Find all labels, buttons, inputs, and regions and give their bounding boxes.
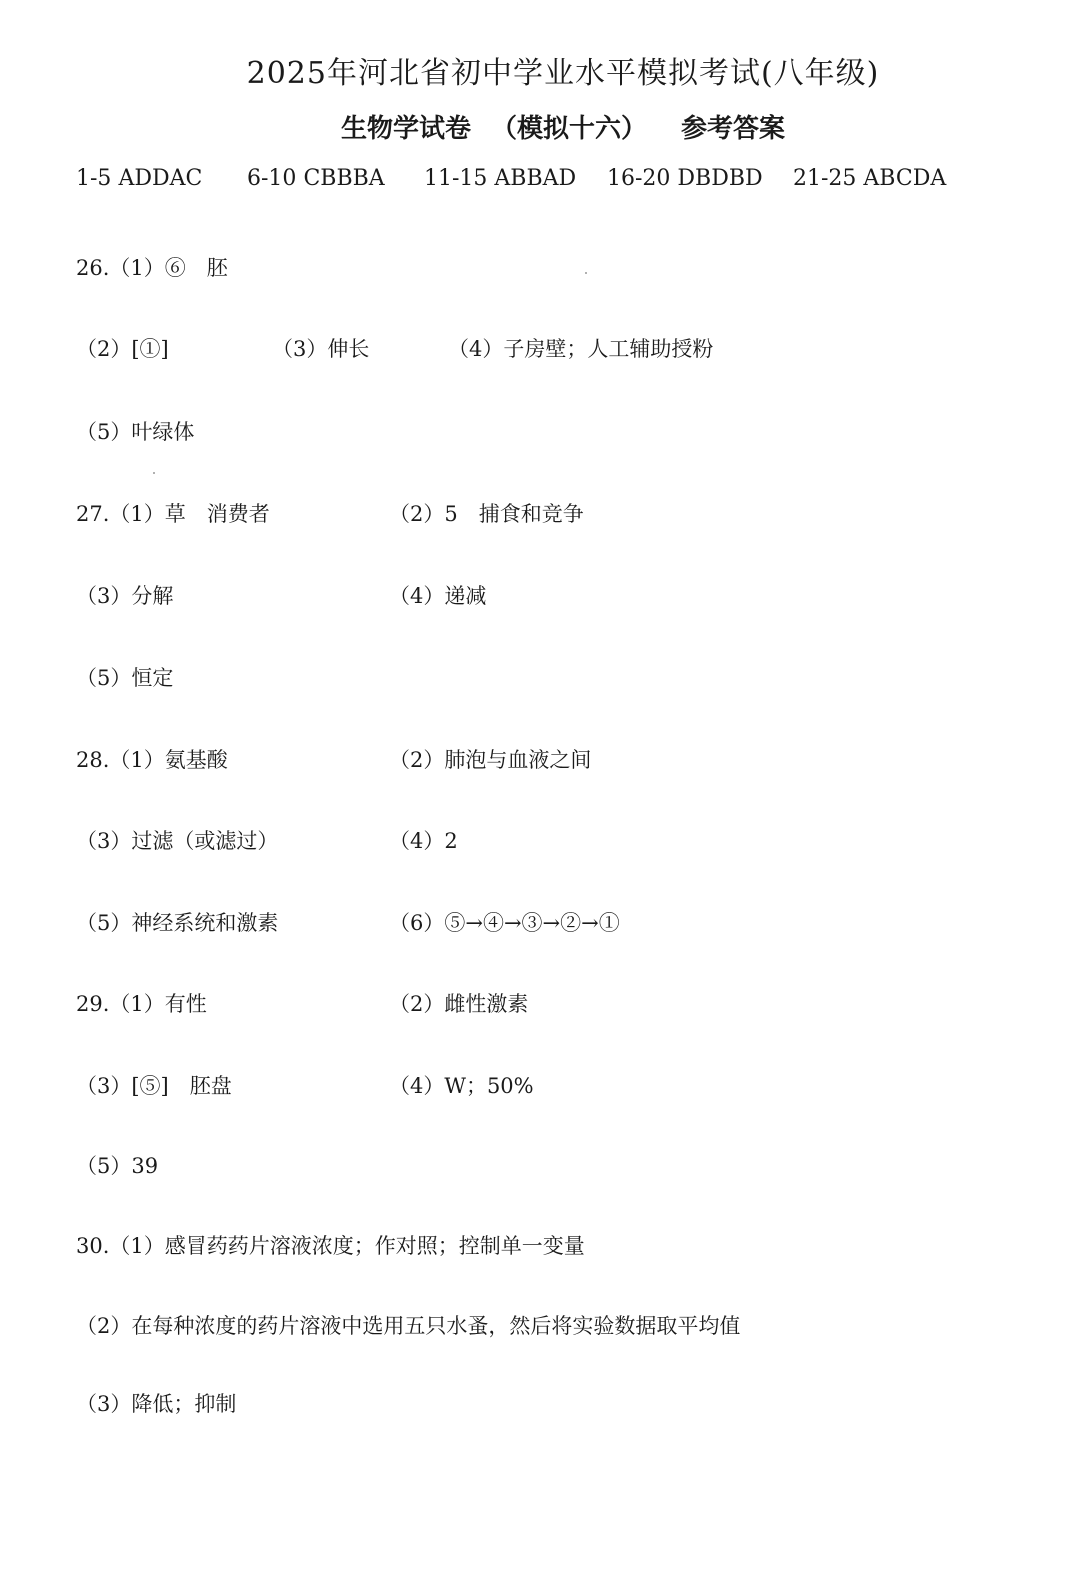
mc-answers: ADDAC xyxy=(118,166,203,191)
answer-q28-4: （4）2 xyxy=(389,829,458,853)
answer-line xyxy=(0,988,1080,1020)
subtitle-edition: （模拟十六） xyxy=(490,114,647,144)
mc-answers: DBDBD xyxy=(677,166,763,191)
answer-line xyxy=(0,1310,1080,1342)
answer-q30-1: 30.（1）感冒药药片溶液浓度；作对照；控制单一变量 xyxy=(76,1234,585,1258)
mc-group xyxy=(793,166,946,191)
answer-line xyxy=(0,333,1080,365)
answer-q26-1: 26.（1）⑥ 胚 xyxy=(76,256,228,280)
mc-answers: CBBBA xyxy=(303,166,385,191)
answer-line xyxy=(0,416,1080,448)
answer-q29-5: （5）39 xyxy=(76,1154,159,1178)
answer-q27-1: 27.（1）草 消费者 xyxy=(76,502,270,526)
scan-speck xyxy=(585,272,587,274)
answer-q26-5: （5）叶绿体 xyxy=(76,420,195,444)
mc-group xyxy=(247,166,385,191)
answer-q29-4: （4）W；50% xyxy=(389,1074,534,1098)
mc-group xyxy=(607,166,763,191)
answer-q27-2: （2）5 捕食和竞争 xyxy=(389,502,584,526)
answer-line xyxy=(0,825,1080,857)
answer-line xyxy=(0,580,1080,612)
scan-speck xyxy=(153,472,155,474)
answer-q30-3: （3）降低；抑制 xyxy=(76,1392,237,1416)
mc-answers: ABBAD xyxy=(494,166,577,191)
answer-line xyxy=(0,1150,1080,1182)
multiple-choice-row xyxy=(0,166,1080,196)
subtitle-subject: 生物学试卷 xyxy=(340,114,471,144)
answer-line xyxy=(0,662,1080,694)
answer-q26-2: （2）[①] xyxy=(76,337,169,361)
answer-line xyxy=(0,1070,1080,1102)
answer-q30-2: （2）在每种浓度的药片溶液中选用五只水蚤，然后将实验数据取平均值 xyxy=(76,1314,741,1338)
mc-range: 6-10 xyxy=(247,166,297,191)
mc-group xyxy=(76,166,202,191)
answer-line xyxy=(0,1388,1080,1420)
answer-q29-3: （3）[⑤] 胚盘 xyxy=(76,1074,232,1098)
answer-q28-6: （6）⑤→④→③→②→① xyxy=(389,911,620,935)
answer-q26-3: （3）伸长 xyxy=(272,337,370,361)
mc-group xyxy=(424,166,576,191)
answer-q27-5: （5）恒定 xyxy=(76,666,174,690)
page-subtitle xyxy=(0,108,1080,145)
mc-range: 1-5 xyxy=(76,166,112,191)
mc-range: 11-15 xyxy=(424,166,488,191)
answer-line xyxy=(0,907,1080,939)
answer-q28-5: （5）神经系统和激素 xyxy=(76,911,279,935)
answer-q28-1: 28.（1）氨基酸 xyxy=(76,748,228,772)
subtitle-label: 参考答案 xyxy=(681,114,786,144)
mc-range: 21-25 xyxy=(793,166,857,191)
answer-q29-1: 29.（1）有性 xyxy=(76,992,207,1016)
page-title: 2025年河北省初中学业水平模拟考试(八年级) xyxy=(246,56,880,91)
answer-q28-3: （3）过滤（或滤过） xyxy=(76,829,279,853)
answer-q28-2: （2）肺泡与血液之间 xyxy=(389,748,592,772)
answer-line xyxy=(0,1230,1080,1262)
answer-line xyxy=(0,744,1080,776)
mc-answers: ABCDA xyxy=(863,166,947,191)
answer-line xyxy=(0,252,1080,284)
answer-q26-4: （4）子房壁；人工辅助授粉 xyxy=(448,337,714,361)
answer-line xyxy=(0,498,1080,530)
answer-q27-4: （4）递减 xyxy=(389,584,487,608)
answer-q27-3: （3）分解 xyxy=(76,584,174,608)
mc-range: 16-20 xyxy=(607,166,671,191)
answer-q29-2: （2）雌性激素 xyxy=(389,992,529,1016)
